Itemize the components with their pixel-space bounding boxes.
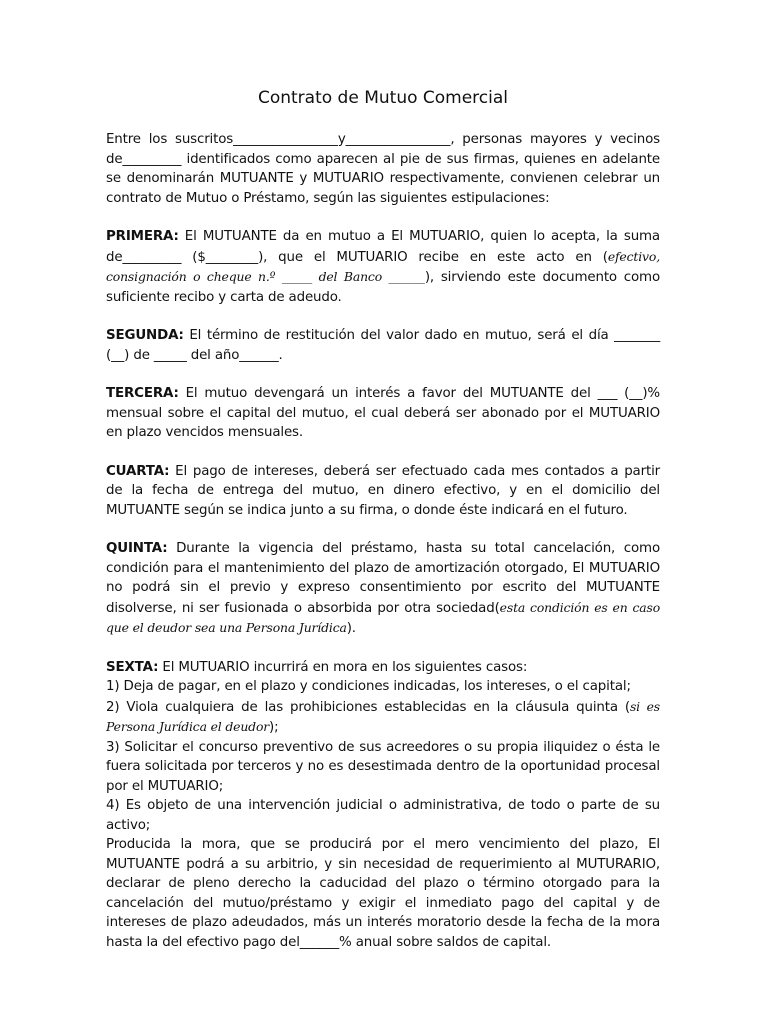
- clause-italic-note: esta condición es en caso que el deudor sea una Persona Jurídica: [106, 599, 661, 635]
- clause-label: SEXTA:: [106, 659, 159, 675]
- clause-cuarta: [106, 462, 660, 521]
- clause-label: TERCERA:: [106, 386, 179, 401]
- sexta-item-3: [106, 738, 660, 797]
- sexta-item-text: 1) Deja de pagar, en el plazo y condiciones indicadas, los intereses, o el capital;: [106, 679, 631, 694]
- clause-quinta: [106, 539, 660, 639]
- intro-paragraph: [106, 130, 660, 208]
- intro-text: Entre los suscritos________________y________________, personas mayores y vecinos de_________ identificados como aparecen al pie de sus firmas, quienes en adelante se denominarán MUTUANTE y MUTUARIO respectivamente, convienen celebrar un contrato de Mutuo o Préstamo, según las siguientes estipulaciones:: [106, 132, 660, 206]
- sexta-closing-text: Producida la mora, que se producirá por el mero vencimiento del plazo, El MUTUANTE podrá a su arbitrio, y sin necesidad de requerimiento al MUTURARIO, declarar de pleno derecho la caducidad del plazo o término otorgado para la cancelación del mutuo/préstamo y exigir el inmediato pago del capital y de intereses de plazo adeudados, más un interés moratorio desde la fecha de la mora hasta la del efectivo pago del______% anual sobre saldos de capital.: [106, 837, 660, 950]
- sexta-heading: [106, 658, 660, 678]
- sexta-item-1: [106, 677, 660, 697]
- clause-text-end: ), sirviendo este documento como suficiente recibo y carta de adeudo.: [106, 270, 660, 305]
- clause-label: PRIMERA:: [106, 229, 179, 244]
- sexta-closing: [106, 835, 660, 952]
- sexta-item-text: 2) Viola cualquiera de las prohibiciones establecidas en la cláusula quinta (: [106, 699, 630, 715]
- clause-primera: [106, 227, 660, 307]
- sexta-item-text-end: );: [269, 720, 279, 735]
- sexta-item-2: [106, 697, 660, 738]
- sexta-item-text: 3) Solicitar el concurso preventivo de sus acreedores o su propia iliquidez o ésta le fuera solicitada por terceros y no es desestimada dentro de la oportunidad procesal por el MUTUARIO;: [106, 739, 660, 794]
- clause-text: Durante la vigencia del préstamo, hasta su total cancelación, como condición para el mantenimiento del plazo de amortización otorgado, El MUTUARIO no podrá sin el previo y expreso consentimiento por escrito del MUTUANTE disolverse, ni ser fusionada o absorbida por otra sociedad(: [106, 541, 660, 616]
- sexta-item-text: 4) Es objeto de una intervención judicial o administrativa, de todo o parte de su activo;: [106, 798, 660, 833]
- document-title: Contrato de Mutuo Comercial: [257, 88, 509, 108]
- clause-label: QUINTA:: [106, 541, 168, 556]
- clause-sexta: [106, 658, 660, 953]
- clause-text: El mutuo devengará un interés a favor del MUTUANTE del ___ (__)% mensual sobre el capital del mutuo, el cual deberá ser abonado por el MUTUARIO en plazo vencidos mensuales.: [106, 386, 660, 440]
- contract-page: [106, 88, 660, 952]
- clause-segunda: [106, 326, 660, 365]
- clause-text: El MUTUARIO incurrirá en mora en los siguientes casos:: [158, 659, 528, 675]
- clause-text-end: ).: [346, 621, 356, 636]
- clause-tercera: [106, 384, 660, 443]
- clause-text: El término de restitución del valor dado en mutuo, será el día _______ (__) de _____ del año______.: [106, 328, 660, 363]
- clause-italic-note: efectivo, consignación o cheque n.º _____ del Banco ______: [106, 248, 660, 284]
- clause-text: El pago de intereses, deberá ser efectuado cada mes contados a partir de la fecha de entrega del mutuo, en dinero efectivo, y en el domicilio del MUTUANTE según se indica junto a su firma, o donde éste indicará en el futuro.: [106, 463, 660, 518]
- clause-label: CUARTA:: [106, 463, 170, 479]
- sexta-item-4: [106, 796, 660, 835]
- sexta-item-italic-note: si es Persona Jurídica el deudor: [106, 698, 660, 734]
- clause-label: SEGUNDA:: [106, 328, 184, 343]
- clause-text: El MUTUANTE da en mutuo a El MUTUARIO, quien lo acepta, la suma de_________ ($________), que el MUTUARIO recibe en este acto en (: [106, 229, 660, 265]
